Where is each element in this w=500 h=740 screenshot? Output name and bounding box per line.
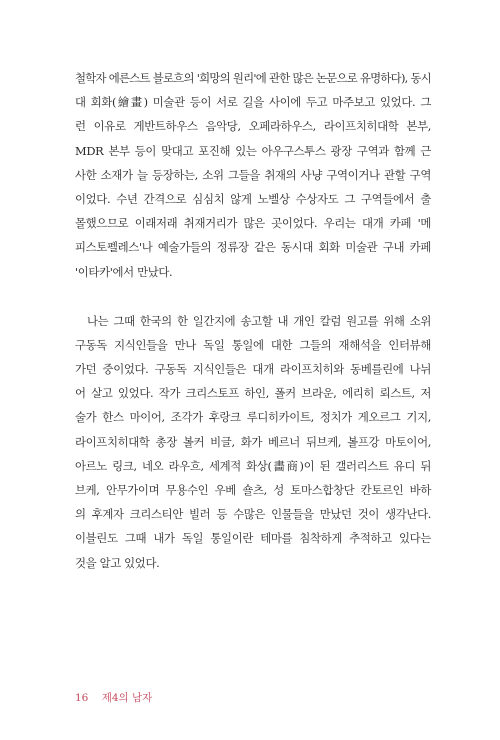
text-line: 아르노 링크, 네오 라우흐, 세계적 화상(畵商)이 된 갤러리스트 유디 뒤 <box>75 458 431 473</box>
text-line: 구동독 지식인들을 만나 독일 통일에 대한 그들의 재해석을 인터뷰해 <box>75 337 431 352</box>
text-line: MDR 본부 등이 맞대고 포진해 있는 아우구스투스 광장 구역과 함께 근 <box>75 143 431 158</box>
text-line: 몰했으므로 이래저래 취재거리가 많은 곳이었다. 우리는 대개 카페 '메 <box>75 216 431 231</box>
paragraph-2 <box>75 309 431 575</box>
text-line: 철학자 에른스트 블로흐의 '희망의 원리'에 관한 많은 논문으로 유명하다), 동시 <box>75 71 431 85</box>
text-line: 라이프치히대학 총장 볼커 비글, 화가 베르너 뒤브케, 볼프강 마토이어, <box>75 434 431 449</box>
text-line: 것을 알고 있었다. <box>75 555 160 570</box>
paragraph-gap <box>75 284 431 309</box>
body-text <box>75 66 431 575</box>
running-title: 제4의 남자 <box>101 692 153 704</box>
text-line: 이블린도 그때 내가 독일 통일이란 테마를 침착하게 추적하고 있다는 <box>75 531 431 546</box>
text-line: '이타카'에서 만났다. <box>75 264 173 279</box>
page-footer <box>75 690 152 705</box>
text-line: 피스토펠레스'나 예술가들의 정류장 같은 동시대 회화 미술관 구내 카페 <box>75 240 431 255</box>
page-number: 16 <box>75 692 89 704</box>
text-line: 브케, 안무가이며 무용수인 우베 숄츠, 성 토마스합창단 칸토르인 바하 <box>75 483 431 497</box>
text-line: 이었다. 수년 간격으로 심심치 않게 노벨상 수상자도 그 구역들에서 출 <box>75 191 431 206</box>
text-line: 의 후계자 크리스티안 빌러 등 수많은 인물들을 만났던 것이 생각난다. <box>75 507 431 522</box>
text-line: 술가 한스 마이어, 조각가 후랑크 루디히카이트, 정치가 게오르그 기지, <box>75 410 431 425</box>
text-line: 가던 중이었다. 구동독 지식인들은 대개 라이프치히와 동베를린에 나뉘 <box>75 362 431 377</box>
paragraph-1 <box>75 66 431 284</box>
text-line: 런 이유로 게반트하우스 음악당, 오페라하우스, 라이프치히대학 본부, <box>75 119 431 134</box>
text-line: 나는 그때 한국의 한 일간지에 송고할 내 개인 칼럼 원고를 위해 소위 <box>87 313 431 328</box>
text-line: 어 살고 있었다. 작가 크리스토프 하인, 폴커 브라운, 에리히 뢰스트, 저 <box>75 386 431 401</box>
text-line: 대 회화(繪畫) 미술관 등이 서로 길을 사이에 두고 마주보고 있었다. 그 <box>75 95 431 110</box>
text-line: 사한 소재가 늘 등장하는, 소위 그들을 취재의 사냥 구역이거나 관할 구역 <box>75 167 431 182</box>
